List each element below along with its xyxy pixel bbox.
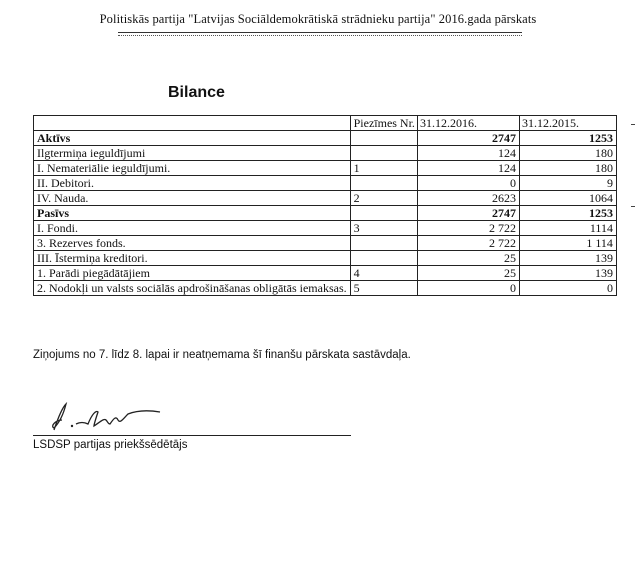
row-note xyxy=(350,131,417,146)
table-row xyxy=(34,266,617,281)
row-value-2015: 0 xyxy=(519,281,616,296)
table-row xyxy=(34,131,617,146)
table-row xyxy=(34,161,617,176)
row-label: II. Debitori. xyxy=(34,176,351,191)
row-label: IV. Nauda. xyxy=(34,191,351,206)
signature-image xyxy=(48,400,168,434)
row-note xyxy=(350,236,417,251)
table-header-row xyxy=(34,116,617,131)
row-value-2016: 2 722 xyxy=(417,221,519,236)
row-note xyxy=(350,146,417,161)
row-value-2016: 25 xyxy=(417,251,519,266)
table-row xyxy=(34,281,617,296)
note-text: Ziņojums no 7. līdz 8. lapai ir neatņemama šī finanšu pārskata sastāvdaļa. xyxy=(33,349,411,361)
row-label: Ilgtermiņa ieguldījumi xyxy=(34,146,351,161)
row-note: 4 xyxy=(350,266,417,281)
page-header: Politiskās partija "Latvijas Sociāldemokrātiskā strādnieku partija" 2016.gada pārskats xyxy=(99,12,537,26)
header-note: Piezīmes Nr. xyxy=(350,116,417,131)
signature-label: LSDSP partijas priekšsēdētājs xyxy=(33,439,188,451)
row-value-2015: 180 xyxy=(519,146,616,161)
header-2016: 31.12.2016. xyxy=(417,116,519,131)
row-value-2015: 1253 xyxy=(519,131,616,146)
row-label: I. Nemateriālie ieguldījumi. xyxy=(34,161,351,176)
row-note xyxy=(350,206,417,221)
row-note: 2 xyxy=(350,191,417,206)
row-label: 3. Rezerves fonds. xyxy=(34,236,351,251)
row-value-2016: 124 xyxy=(417,161,519,176)
row-value-2016: 124 xyxy=(417,146,519,161)
table-row xyxy=(34,206,617,221)
row-note: 5 xyxy=(350,281,417,296)
row-value-2015: 1114 xyxy=(519,221,616,236)
row-label: 2. Nodokļi un valsts sociālās apdrošināšanas obligātās iemaksas. xyxy=(34,281,351,296)
row-value-2016: 2747 xyxy=(417,206,519,221)
row-note xyxy=(350,176,417,191)
row-value-2016: 2747 xyxy=(417,131,519,146)
table-body xyxy=(34,131,617,296)
table-row xyxy=(34,221,617,236)
table-row xyxy=(34,236,617,251)
row-value-2016: 2 722 xyxy=(417,236,519,251)
row-value-2015: 9 xyxy=(519,176,616,191)
row-note xyxy=(350,251,417,266)
header-2015: 31.12.2015. xyxy=(519,116,616,131)
row-value-2015: 139 xyxy=(519,266,616,281)
row-value-2015: 1 114 xyxy=(519,236,616,251)
table-row xyxy=(34,191,617,206)
row-value-2016: 2623 xyxy=(417,191,519,206)
row-value-2016: 0 xyxy=(417,176,519,191)
edge-mark xyxy=(631,206,635,207)
row-value-2016: 0 xyxy=(417,281,519,296)
row-value-2015: 1064 xyxy=(519,191,616,206)
table-row xyxy=(34,176,617,191)
document-title: Bilance xyxy=(168,84,225,101)
row-value-2015: 139 xyxy=(519,251,616,266)
header-label-cell xyxy=(34,116,351,131)
row-value-2015: 1253 xyxy=(519,206,616,221)
header-divider-dotted xyxy=(118,35,522,36)
row-label: Aktīvs xyxy=(34,131,351,146)
row-value-2016: 25 xyxy=(417,266,519,281)
signature-line xyxy=(33,435,351,436)
row-label: III. Īstermiņa kreditori. xyxy=(34,251,351,266)
row-label: I. Fondi. xyxy=(34,221,351,236)
row-note: 1 xyxy=(350,161,417,176)
row-value-2015: 180 xyxy=(519,161,616,176)
edge-mark xyxy=(631,124,635,125)
table-row xyxy=(34,251,617,266)
row-label: Pasīvs xyxy=(34,206,351,221)
balance-table xyxy=(33,115,617,296)
row-note: 3 xyxy=(350,221,417,236)
table-row xyxy=(34,146,617,161)
row-label: 1. Parādi piegādātājiem xyxy=(34,266,351,281)
header-divider xyxy=(118,32,522,33)
